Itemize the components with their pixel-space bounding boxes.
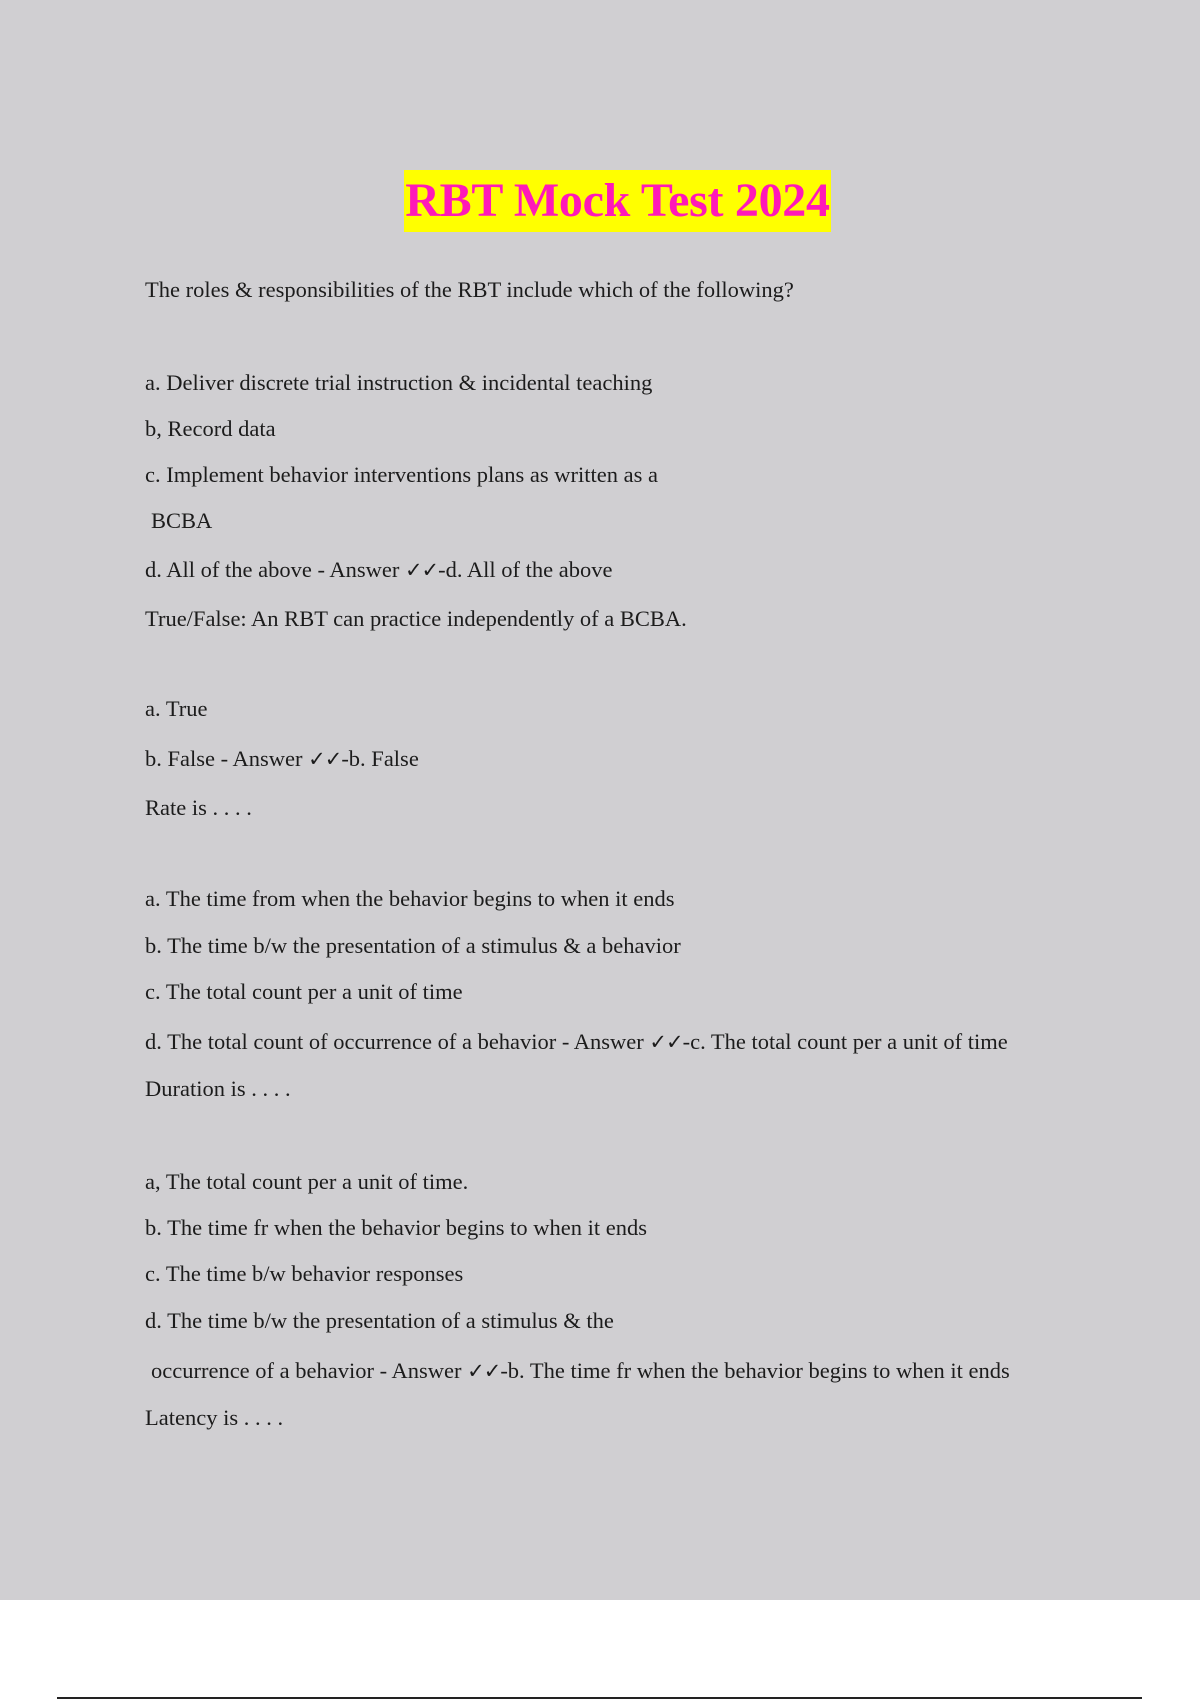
question-1-option-b: b, Record data [145, 416, 276, 441]
answer-lead-text: d. The total count of occurrence of a behavior - Answer [145, 1029, 650, 1054]
question-4-answer [151, 1357, 1010, 1385]
question-3-option-b: b. The time b/w the presentation of a stimulus & a behavior [145, 933, 681, 958]
answer-text: -d. All of the above [438, 557, 613, 582]
question-2-answer [145, 745, 419, 773]
answer-text: -c. The total count per a unit of time [682, 1029, 1008, 1054]
question-2-option-a: a. True [145, 696, 208, 721]
check-mark-icon: ✓✓ [649, 1030, 683, 1054]
question-5-prompt: Latency is . . . . [145, 1405, 284, 1430]
question-4-option-b: b. The time fr when the behavior begins to when it ends [145, 1215, 647, 1240]
question-4-option-a: a, The total count per a unit of time. [145, 1169, 469, 1194]
check-mark-icon: ✓✓ [404, 558, 439, 582]
question-3-option-c: c. The total count per a unit of time [145, 979, 463, 1004]
question-1-option-c-continued: BCBA [151, 508, 213, 533]
check-mark-icon: ✓✓ [467, 1359, 501, 1383]
answer-lead-text: occurrence of a behavior - Answer [151, 1358, 468, 1383]
question-1-answer [145, 556, 613, 584]
check-mark-icon: ✓✓ [308, 747, 342, 771]
question-3-prompt: Rate is . . . . [145, 795, 252, 820]
document-title: RBT Mock Test 2024 [404, 170, 830, 232]
question-4-option-c: c. The time b/w behavior responses [145, 1261, 464, 1286]
question-3-answer [145, 1028, 1008, 1056]
question-2-prompt: True/False: An RBT can practice independently of a BCBA. [145, 606, 687, 631]
question-4-prompt: Duration is . . . . [145, 1076, 291, 1101]
answer-text: -b. False [341, 746, 419, 771]
question-1-option-c: c. Implement behavior interventions plans as written as a [145, 462, 658, 487]
answer-lead-text: d. All of the above - Answer [145, 557, 405, 582]
question-1-prompt: The roles & responsibilities of the RBT include which of the following? [145, 277, 794, 302]
answer-text: -b. The time fr when the behavior begins to when it ends [500, 1358, 1010, 1383]
answer-lead-text: b. False - Answer [145, 746, 309, 771]
question-1-option-a: a. Deliver discrete trial instruction & incidental teaching [145, 370, 653, 395]
question-4-option-d: d. The time b/w the presentation of a stimulus & the [145, 1308, 614, 1333]
footer-divider [57, 1697, 1142, 1699]
question-3-option-a: a. The time from when the behavior begins to when it ends [145, 886, 675, 911]
title-container [0, 170, 1200, 232]
